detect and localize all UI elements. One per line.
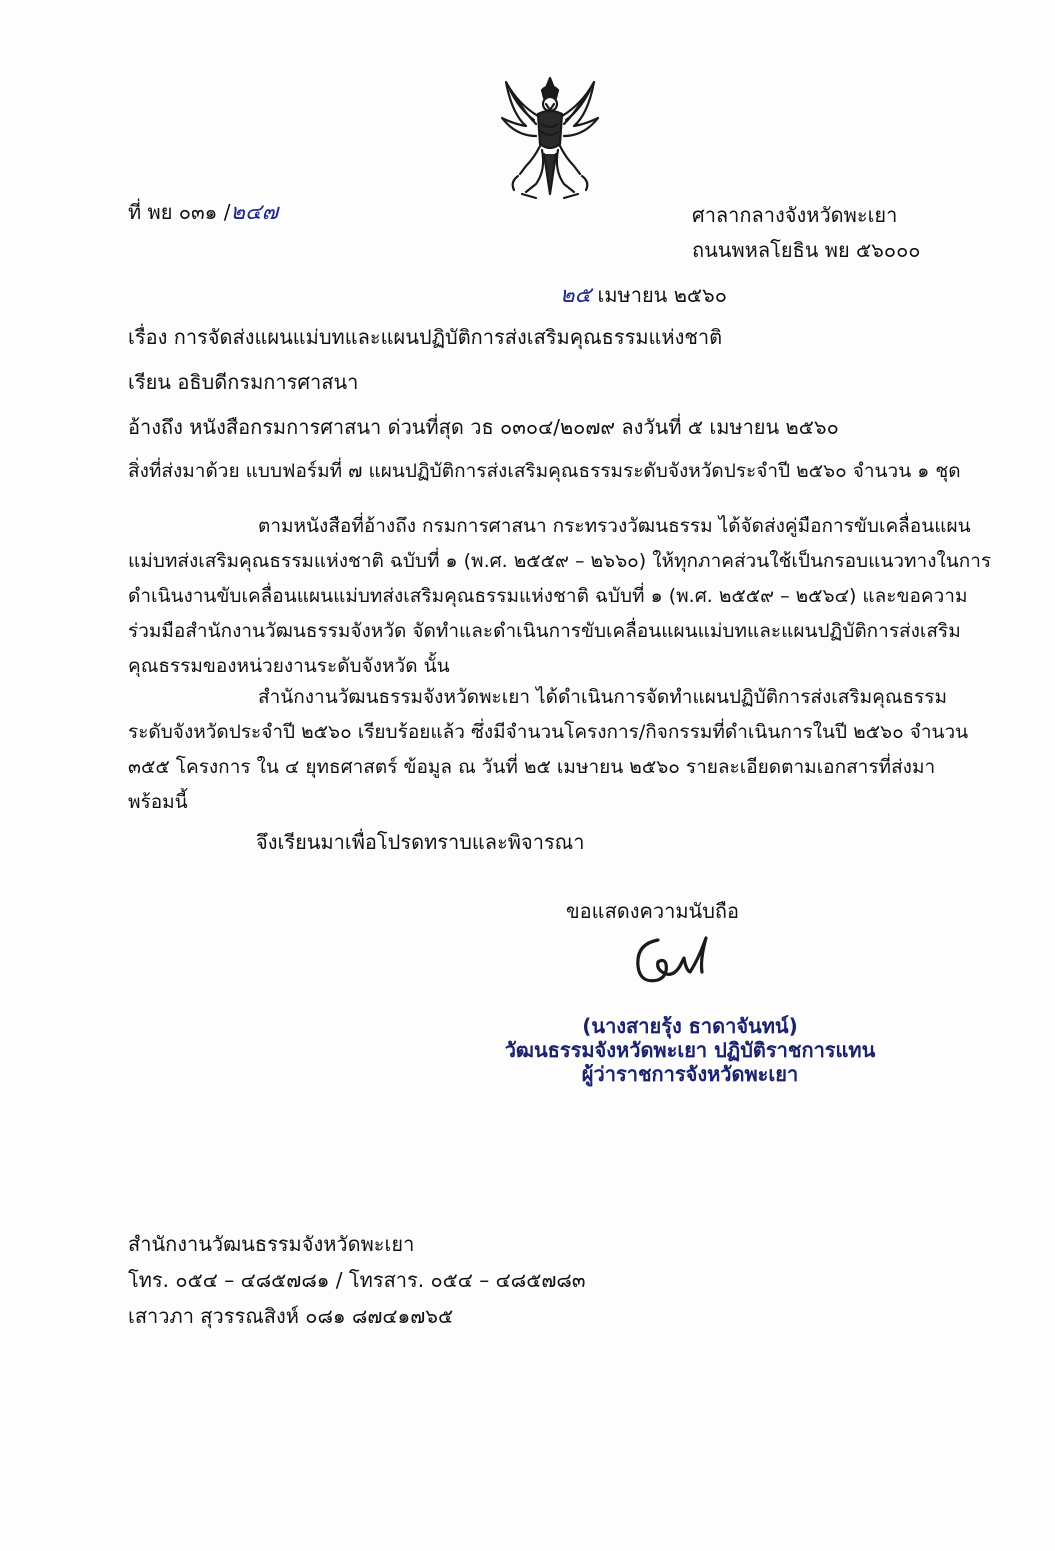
date-day-handwritten: ๒๕ — [560, 283, 592, 308]
regards-line: ขอแสดงความนับถือ — [566, 899, 740, 923]
subject-line: เรื่อง การจัดส่งแผนแม่บทและแผนปฏิบัติการส่งเสริมคุณธรรมแห่งชาติ — [128, 325, 723, 349]
reference-line: อ้างถึง หนังสือกรมการศาสนา ด่วนที่สุด วธ ๐๓๐๔/๒๐๗๙ ลงวันที่ ๕ เมษายน ๒๕๖๐ — [128, 415, 839, 439]
signer-position-2: ผู้ว่าราชการจังหวัดพะเยา — [581, 1062, 799, 1086]
office-address-line1: ศาลากลางจังหวัดพะเยา — [692, 203, 898, 227]
para2-line: สำนักงานวัฒนธรรมจังหวัดพะเยา ได้ดำเนินการจัดทำแผนปฏิบัติการส่งเสริมคุณธรรม — [258, 686, 947, 708]
ref-prefix: ที่ พย ๐๓๑ / — [128, 200, 231, 224]
handwritten-signature — [628, 930, 718, 990]
closing-request: จึงเรียนมาเพื่อโปรดทราบและพิจารณา — [256, 830, 585, 854]
ref-number — [128, 198, 278, 227]
office-address-line2: ถนนพหลโยธิน พย ๕๖๐๐๐ — [692, 238, 921, 262]
signature-block — [500, 1014, 880, 1086]
para1-line: แม่บทส่งเสริมคุณธรรมแห่งชาติ ฉบับที่ ๑ (พ.ศ. ๒๕๕๙ – ๒๖๖๐) ให้ทุกภาคส่วนใช้เป็นกรอบแนวทางในการ — [128, 550, 992, 572]
body-paragraph-2 — [128, 680, 969, 820]
para1-line: คุณธรรมของหน่วยงานระดับจังหวัด นั้น — [128, 655, 450, 677]
para1-line: ตามหนังสือที่อ้างถึง กรมการศาสนา กระทรวงวัฒนธรรม ได้จัดส่งคู่มือการขับเคลื่อนแผน — [258, 515, 971, 537]
footer-contact-person: เสาวภา สุวรรณสิงห์ ๐๘๑ ๘๗๔๑๗๖๕ — [128, 1304, 454, 1328]
para2-line: ๓๕๕ โครงการ ใน ๔ ยุทธศาสตร์ ข้อมูล ณ วันที่ ๒๕ เมษายน ๒๕๖๐ รายละเอียดตามเอกสารที่ส่งมา — [128, 756, 936, 778]
enclosure-line: สิ่งที่ส่งมาด้วย แบบฟอร์มที่ ๗ แผนปฏิบัติการส่งเสริมคุณธรรมระดับจังหวัดประจำปี ๒๕๖๐ จำนวน ๑ ชุด — [128, 460, 961, 482]
para2-line: พร้อมนี้ — [128, 791, 188, 813]
para1-line: ร่วมมือสำนักงานวัฒนธรรมจังหวัด จัดทำและดำเนินการขับเคลื่อนแผนแม่บทและแผนปฏิบัติการส่งเสริม — [128, 620, 961, 642]
signer-position-1: วัฒนธรรมจังหวัดพะเยา ปฏิบัติราชการแทน — [504, 1038, 876, 1062]
footer-phone: โทร. ๐๕๔ – ๔๘๕๗๘๑ / โทรสาร. ๐๕๔ – ๔๘๕๗๘๓ — [128, 1268, 586, 1292]
para1-line: ดำเนินงานขับเคลื่อนแผนแม่บทส่งเสริมคุณธรรมแห่งชาติ ฉบับที่ ๑ (พ.ศ. ๒๕๕๙ – ๒๕๖๔) และขอความ — [128, 585, 968, 607]
body-paragraph-1 — [128, 509, 992, 684]
recipient-line: เรียน อธิบดีกรมการศาสนา — [128, 370, 359, 394]
signer-name: (นางสายรุ้ง ธาดาจันทน์) — [582, 1014, 798, 1038]
date-month-year: เมษายน ๒๕๖๐ — [597, 283, 727, 307]
footer-office: สำนักงานวัฒนธรรมจังหวัดพะเยา — [128, 1232, 415, 1256]
ref-number-handwritten: ๒๔๗ — [230, 200, 279, 225]
garuda-emblem-icon — [496, 74, 604, 204]
letter-date — [560, 281, 727, 310]
para2-line: ระดับจังหวัดประจำปี ๒๕๖๐ เรียบร้อยแล้ว ซึ่งมีจำนวนโครงการ/กิจกรรมที่ดำเนินการในปี ๒๕๖๐ จำนวน — [128, 721, 969, 743]
